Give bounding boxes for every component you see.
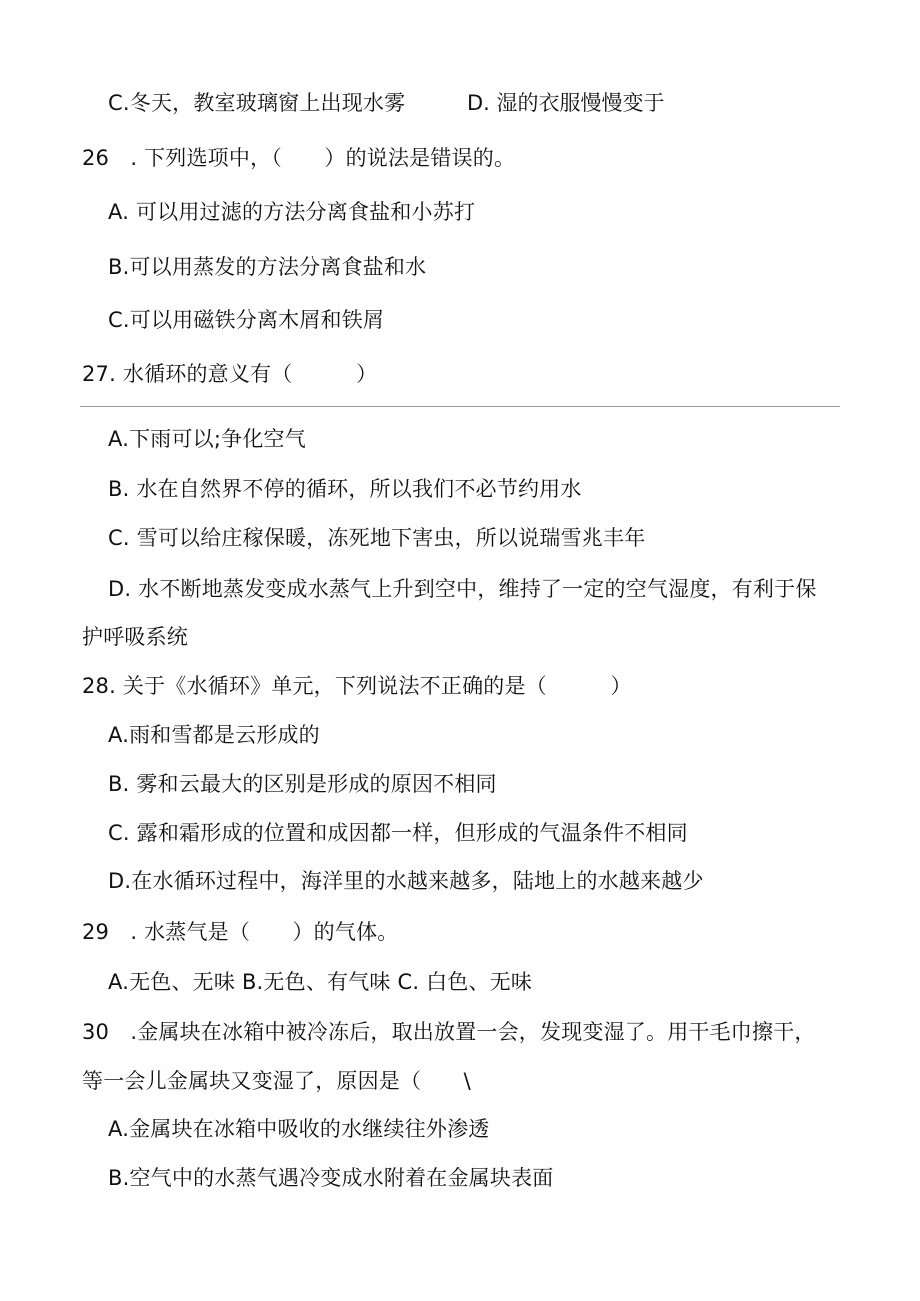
q28-stem: 28. 关于《水循环》单元，下列说法不正确的是（ ）: [82, 674, 632, 698]
q26-stem: 26 . 下列选项中，（ ）的说法是错误的。: [82, 146, 516, 170]
q27-option-d-line2: 护呼吸系统: [82, 625, 188, 649]
q27-option-d-line1: D. 水不断地蒸发变成水蒸气上升到空中，维持了一定的空气湿度，有利于保: [108, 577, 817, 601]
q28-option-a: A.雨和雪都是云形成的: [108, 723, 320, 747]
q29-stem: 29 . 水蒸气是（ ）的气体。: [82, 920, 399, 944]
q28-option-c: C. 露和霜形成的位置和成因都一样，但形成的气温条件不相同: [108, 821, 688, 845]
q28-option-d: D.在水循环过程中，海洋里的水越来越多，陆地上的水越来越少: [108, 869, 704, 893]
q26-option-c: C.可以用磁铁分离木屑和铁屑: [108, 308, 385, 332]
q30-option-a: A.金属块在冰箱中吸收的水继续往外渗透: [108, 1117, 490, 1141]
q25-option-c: C.冬天，教室玻璃窗上出现水雾: [108, 91, 406, 115]
q27-option-a: A.下雨可以;争化空气: [108, 427, 306, 451]
q30-stem-line2: 等一会儿金属块又变湿了，原因是（ \: [82, 1069, 471, 1093]
q27-stem: 27. 水循环的意义有（ ）: [82, 362, 378, 386]
q25-option-d: D. 湿的衣服慢慢变于: [467, 91, 665, 115]
q30-stem-line1: 30 .金属块在冰箱中被冷冻后，取出放置一会，发现变湿了。用干毛巾擦干，: [82, 1020, 816, 1044]
q28-option-b: B. 雾和云最大的区别是形成的原因不相同: [108, 772, 497, 796]
q27-option-b: B. 水在自然界不停的循环，所以我们不必节约用水: [108, 477, 582, 501]
page-divider: [80, 406, 840, 407]
q27-option-c: C. 雪可以给庄稼保暖，冻死地下害虫，所以说瑞雪兆丰年: [108, 526, 646, 550]
q26-option-b: B.可以用蒸发的方法分离食盐和水: [108, 255, 427, 279]
q26-option-a: A. 可以用过滤的方法分离食盐和小苏打: [108, 200, 476, 224]
q30-option-b: B.空气中的水蒸气遇冷变成水附着在金属块表面: [108, 1166, 554, 1190]
q29-options: A.无色、无味 B.无色、有气味 C. 白色、无味: [108, 970, 533, 994]
